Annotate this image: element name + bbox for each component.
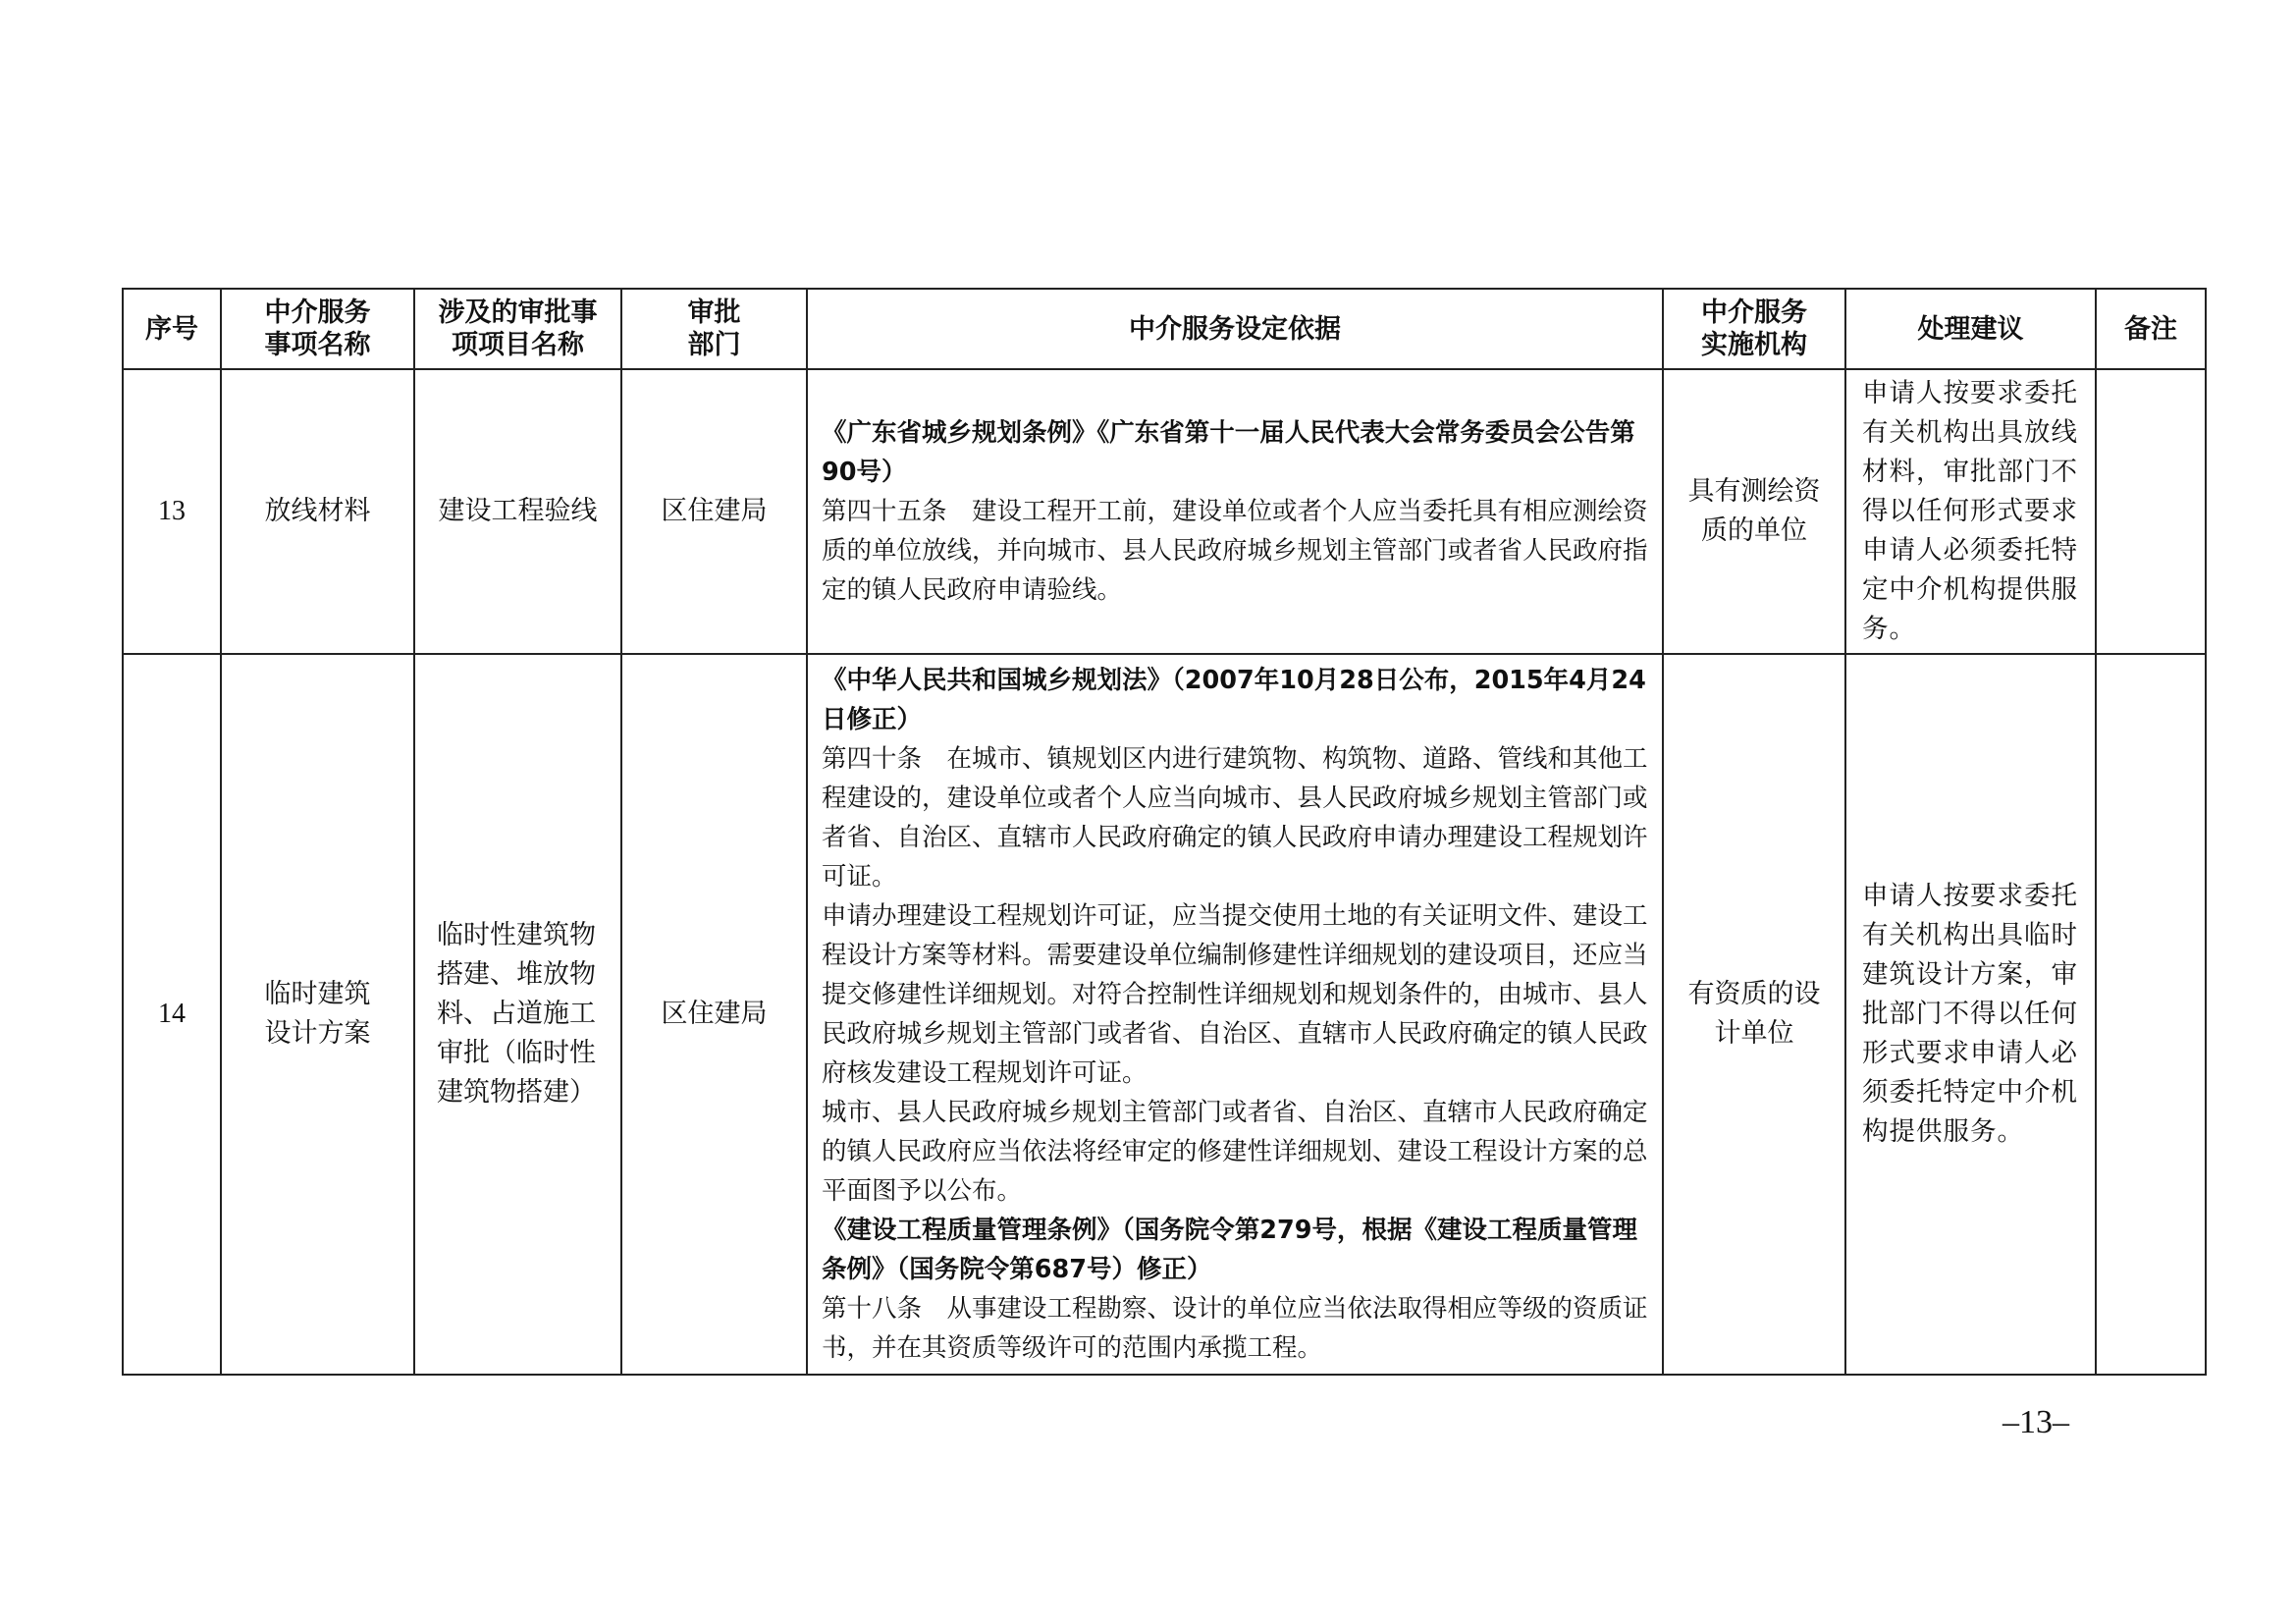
row-dept: 区住建局 [621,654,807,1375]
basis-article: 城市、县人民政府城乡规划主管部门或者省、自治区、直辖市人民政府确定的镇人民政府应当依法将经审定的修建性详细规划、建设工程设计方案的总平面图予以公布。 [822,1098,1648,1206]
row-advice: 申请人按要求委托有关机构出具放线材料，审批部门不得以任何形式要求申请人必须委托特定中介机构提供服务。 [1845,369,2096,654]
row-basis [807,654,1663,1375]
header-approval-item: 涉及的审批事 项项目名称 [414,289,621,369]
row-dept: 区住建局 [621,369,807,654]
basis-law-title: 《中华人民共和国城乡规划法》（2007年10月28日公布，2015年4月24日修正） [822,666,1646,734]
header-service-name: 中介服务 事项名称 [221,289,414,369]
basis-article: 申请办理建设工程规划许可证，应当提交使用土地的有关证明文件、建设工程设计方案等材料。需要建设单位编制修建性详细规划的建设项目，还应当提交修建性详细规划。对符合控制性详细规划和规划条件的，由城市、县人民政府城乡规划主管部门或者省、自治区、直辖市人民政府确定的镇人民政府核发建设工程规划许可证。 [822,901,1648,1088]
page-number: –13– [2002,1404,2069,1440]
header-institution: 中介服务 实施机构 [1663,289,1845,369]
basis-article: 第四十条 在城市、镇规划区内进行建筑物、构筑物、道路、管线和其他工程建设的，建设单位或者个人应当向城市、县人民政府城乡规划主管部门或者省、自治区、直辖市人民政府确定的镇人民政府申请办理建设工程规划许可证。 [822,744,1648,892]
header-basis: 中介服务设定依据 [807,289,1663,369]
row-institution: 有资质的设计单位 [1663,654,1845,1375]
header-remark: 备注 [2096,289,2206,369]
row-approval-item: 临时性建筑物搭建、堆放物料、占道施工审批（临时性建筑物搭建） [414,654,621,1375]
row-advice: 申请人按要求委托有关机构出具临时建筑设计方案，审批部门不得以任何形式要求申请人必须委托特定中介机构提供服务。 [1845,654,2096,1375]
row-basis [807,369,1663,654]
header-advice: 处理建议 [1845,289,2096,369]
row-approval-item: 建设工程验线 [414,369,621,654]
header-dept: 审批 部门 [621,289,807,369]
table-row [123,654,2206,1375]
row-service-name: 临时建筑设计方案 [221,654,414,1375]
row-service-name: 放线材料 [221,369,414,654]
row-remark [2096,654,2206,1375]
intermediary-services-table [122,288,2207,1376]
row-institution: 具有测绘资质的单位 [1663,369,1845,654]
basis-law-title: 《广东省城乡规划条例》《广东省第十一届人民代表大会常务委员会公告第90号） [822,418,1635,487]
header-seq: 序号 [123,289,221,369]
basis-article: 第十八条 从事建设工程勘察、设计的单位应当依法取得相应等级的资质证书，并在其资质等级许可的范围内承揽工程。 [822,1294,1648,1363]
row-remark [2096,369,2206,654]
basis-law-title: 《建设工程质量管理条例》（国务院令第279号，根据《建设工程质量管理条例》（国务院令第687号）修正） [822,1216,1637,1284]
row-seq: 13 [123,369,221,654]
row-seq: 14 [123,654,221,1375]
basis-article: 第四十五条 建设工程开工前，建设单位或者个人应当委托具有相应测绘资质的单位放线，并向城市、县人民政府城乡规划主管部门或者省人民政府指定的镇人民政府申请验线。 [822,497,1648,605]
table-row [123,369,2206,654]
table-header-row [123,289,2206,369]
